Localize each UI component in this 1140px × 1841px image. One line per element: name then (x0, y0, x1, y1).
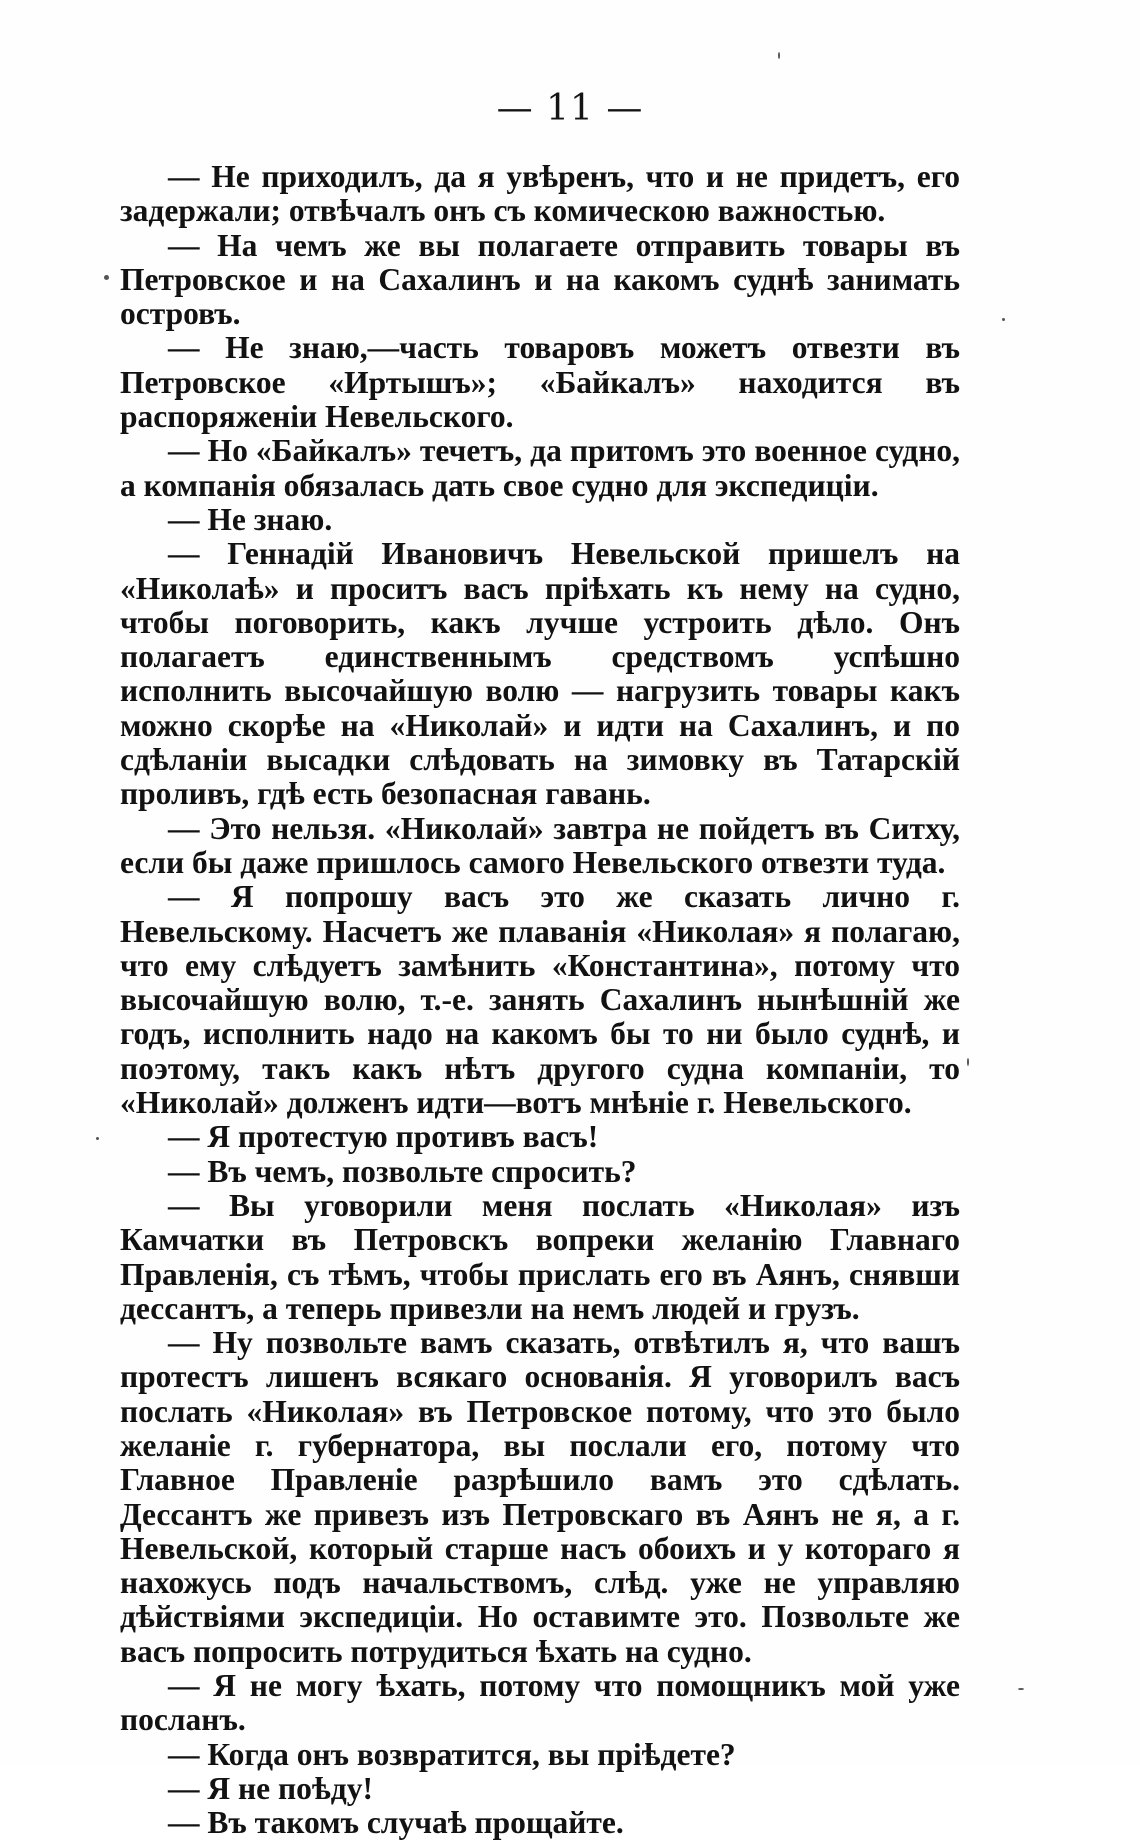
paragraph: — На чемъ же вы полагаете отправить товары въ Петровское и на Сахалинъ и на какомъ суднѣ занимать островъ. (120, 227, 960, 332)
paragraph: — Не знаю,—часть товаровъ можетъ отвезти въ Петровское «Иртышъ»; «Байкалъ» находится въ распоряженіи Невельского. (120, 330, 960, 435)
paragraph: — Но «Байкалъ» течетъ, да притомъ это военное судно, а компанія обязалась дать свое судно для экспедиціи. (120, 433, 960, 503)
paragraph: — Я не могу ѣхать, потому что помощникъ мой уже посланъ. (120, 1668, 960, 1738)
paragraph: — Я протестую противъ васъ! (168, 1119, 599, 1155)
paragraph: — Въ такомъ случаѣ прощайте. (168, 1805, 624, 1841)
page-number: — 11 — (496, 88, 644, 129)
scan-speck (967, 1058, 969, 1066)
paragraph: — Я не поѣду! (168, 1770, 373, 1806)
scan-speck (1002, 318, 1005, 321)
paragraph: — Не знаю. (168, 501, 333, 537)
scan-speck (778, 52, 780, 59)
scan-speck (1018, 1688, 1024, 1690)
paragraph: — Это нельзя. «Николай» завтра не пойдетъ въ Ситху, если бы даже пришлось самого Невельского отвезти туда. (120, 810, 960, 880)
body-text (120, 160, 960, 1841)
paragraph: — Не приходилъ, да я увѣренъ, что и не придетъ, его задержали; отвѣчалъ онъ съ комическою важностью. (120, 159, 960, 229)
paragraph: — Я попрошу васъ это же сказать лично г. Невельскому. Насчетъ же плаванія «Николая» я полагаю, что ему слѣдуетъ замѣнить «Константина», потому что высочайшую волю, т.-е. занять Сахалинъ нынѣшній же годъ, исполнить надо на какомъ бы то ни было суднѣ, и поэтому, такъ какъ нѣтъ другого судна компаніи, то «Николай» долженъ идти—вотъ мнѣніе г. Невельского. (120, 879, 960, 1121)
scan-speck (96, 1137, 99, 1140)
paragraph: — Ну позвольте вамъ сказать, отвѣтилъ я, что вашъ протестъ лишенъ всякаго основанія. Я уговорилъ васъ послать «Николая» въ Петровское потому, что это было желаніе г. губернатора, вы послали его, потому что Главное Правленіе разрѣшило вамъ это сдѣлать. Дессантъ же привезъ изъ Петровскаго въ Аянъ не я, а г. Невельской, который старше насъ обоихъ и у котораго я нахожусь подъ начальствомъ, слѣд. уже не управляю дѣйствіями экспедиціи. Но оставимте это. Позвольте же васъ попросить потрудиться ѣхать на судно. (120, 1325, 960, 1669)
paragraph: — Когда онъ возвратится, вы пріѣдете? (168, 1736, 736, 1772)
scan-speck (104, 275, 109, 280)
paragraph: — Геннадій Ивановичъ Невельской пришелъ на «Николаѣ» и проситъ васъ пріѣхать къ нему на судно, чтобы поговорить, какъ лучше устроить дѣло. Онъ полагаетъ единственнымъ средствомъ успѣшно исполнить высочайшую волю — нагрузить товары какъ можно скорѣе на «Николай» и идти на Сахалинъ, и по сдѣланіи высадки слѣдовать на зимовку въ Татарскій проливъ, гдѣ есть безопасная гавань. (120, 536, 960, 812)
paragraph: — Вы уговорили меня послать «Николая» изъ Камчатки въ Петровскъ вопреки желанію Главнаго Правленія, съ тѣмъ, чтобы прислать его въ Аянъ, снявши дессантъ, а теперь привезли на немъ людей и грузъ. (120, 1187, 960, 1326)
paragraph: — Въ чемъ, позвольте спросить? (168, 1153, 637, 1189)
